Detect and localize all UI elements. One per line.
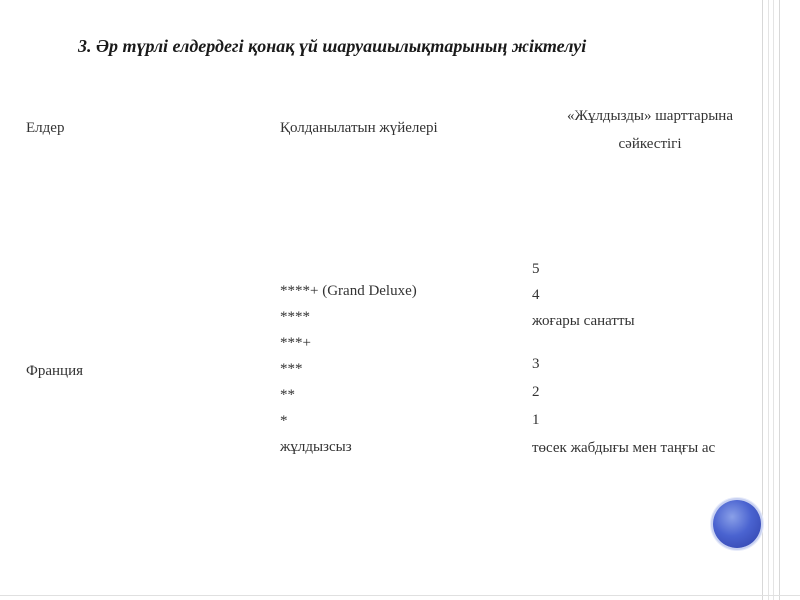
compliance-item: жоғары санатты (532, 313, 635, 329)
row-country: Франция (26, 363, 83, 379)
system-item: * (280, 413, 288, 429)
decorative-bottom-line (0, 595, 800, 600)
decorative-circle-icon (713, 500, 761, 548)
header-compliance-line1: «Жұлдызды» шарттарына (567, 108, 733, 124)
compliance-item: төсек жабдығы мен таңғы ас (532, 440, 716, 456)
system-item: **** (280, 309, 310, 325)
system-item: ***+ (280, 335, 311, 351)
header-systems: Қолданылатын жүйелері (280, 120, 438, 136)
header-countries: Елдер (26, 120, 65, 136)
compliance-item: 1 (532, 412, 540, 428)
compliance-group-2 (532, 350, 762, 462)
system-item: ****+ (Grand Deluxe) (280, 283, 417, 299)
header-compliance (525, 102, 775, 158)
compliance-item: 3 (532, 356, 540, 372)
slide-title: 3. Әр түрлі елдердегі қонақ үй шаруашылықтарының жіктелуі (78, 36, 587, 56)
compliance-item: 5 (532, 261, 540, 277)
system-item: *** (280, 361, 303, 377)
decorative-side-lines (762, 0, 780, 600)
system-item: жұлдызсыз (280, 439, 352, 455)
system-item: ** (280, 387, 295, 403)
row-systems (280, 278, 417, 460)
compliance-item: 2 (532, 384, 540, 400)
compliance-item: 4 (532, 287, 540, 303)
header-compliance-line2: сәйкестігі (618, 136, 682, 152)
compliance-group-1 (532, 256, 635, 334)
